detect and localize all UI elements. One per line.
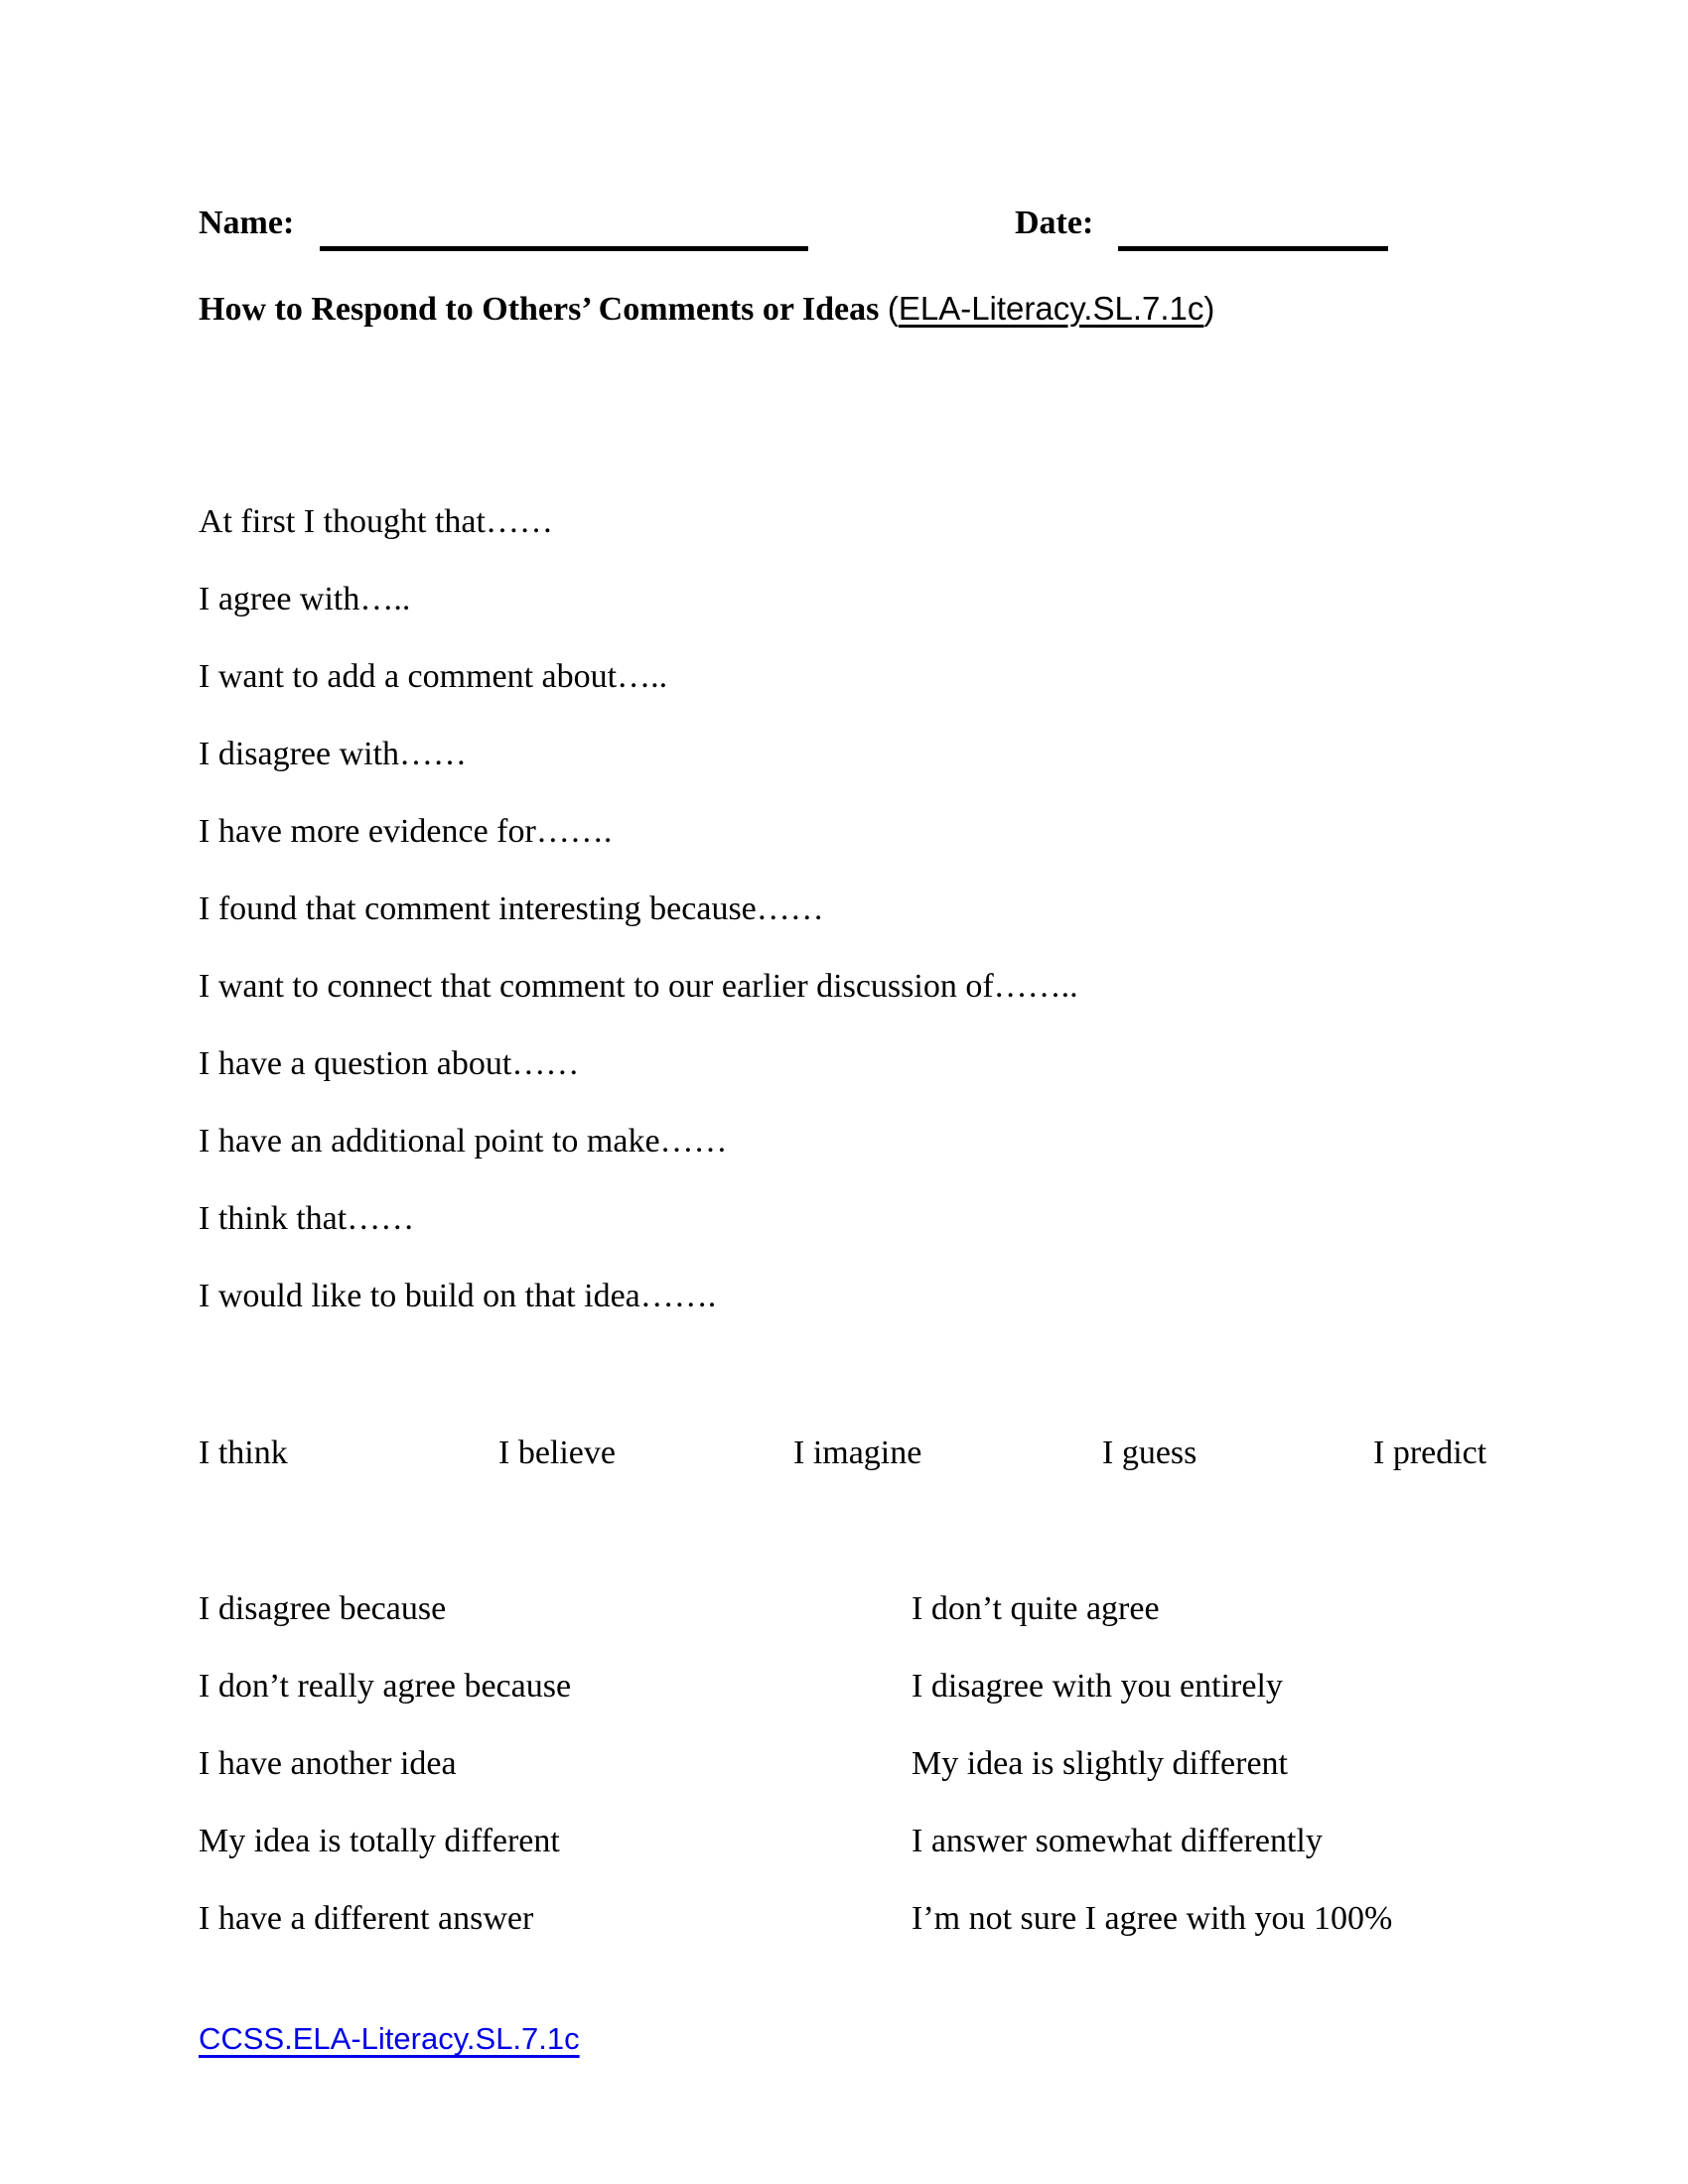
phrase-right: I’m not sure I agree with you 100% (912, 1900, 1393, 1937)
sentence-starter: I found that comment interesting because…… (199, 890, 824, 927)
phrase-left: I disagree because (199, 1590, 447, 1627)
sentence-starter: I want to connect that comment to our earlier discussion of…….. (199, 968, 1078, 1005)
verb-option: I believe (498, 1434, 616, 1471)
phrase-right: I answer somewhat differently (912, 1823, 1323, 1859)
phrase-left: My idea is totally different (199, 1823, 560, 1859)
name-label: Name: (199, 205, 295, 241)
page-title-text: How to Respond to Others’ Comments or Ideas (199, 291, 888, 328)
date-blank-line (1118, 201, 1388, 251)
phrase-row (199, 1648, 1589, 1725)
title-standard-code (888, 290, 1215, 327)
header-row (199, 205, 1489, 260)
paren-close: ) (1203, 290, 1215, 327)
verb-option: I imagine (793, 1434, 922, 1471)
sentence-starter: I have an additional point to make…… (199, 1123, 728, 1160)
disagreement-phrases-list (199, 1570, 1589, 1958)
standard-code-link[interactable]: ELA-Literacy.SL.7.1c (898, 290, 1204, 327)
paren-open: ( (887, 290, 899, 327)
phrase-row (199, 1570, 1589, 1648)
verb-option: I guess (1102, 1434, 1197, 1471)
phrase-row (199, 1880, 1589, 1958)
verb-option: I predict (1373, 1434, 1487, 1471)
sentence-starter: I agree with….. (199, 581, 411, 617)
sentence-starter: At first I thought that…… (199, 503, 553, 540)
ccss-standard-link[interactable]: CCSS.ELA-Literacy.SL.7.1c (199, 2021, 580, 2056)
verb-option: I think (199, 1434, 288, 1471)
page-title (199, 290, 1589, 329)
name-blank-line (320, 201, 808, 251)
phrase-row (199, 1803, 1589, 1880)
phrase-right: I disagree with you entirely (912, 1668, 1283, 1705)
phrase-left: I don’t really agree because (199, 1668, 572, 1705)
phrase-left: I have another idea (199, 1745, 457, 1782)
sentence-starters-list (199, 483, 1489, 1335)
sentence-starter: I would like to build on that idea……. (199, 1278, 717, 1314)
phrase-row (199, 1725, 1589, 1803)
phrase-right: I don’t quite agree (912, 1590, 1160, 1627)
phrase-left: I have a different answer (199, 1900, 534, 1937)
sentence-starter: I have more evidence for……. (199, 813, 613, 850)
sentence-starter: I disagree with…… (199, 736, 468, 772)
sentence-starter: I have a question about…… (199, 1045, 580, 1082)
sentence-starter: I think that…… (199, 1200, 415, 1237)
verb-options-row (199, 1415, 1589, 1492)
sentence-starter: I want to add a comment about….. (199, 658, 668, 695)
date-label: Date: (1015, 205, 1094, 241)
phrase-right: My idea is slightly different (912, 1745, 1288, 1782)
